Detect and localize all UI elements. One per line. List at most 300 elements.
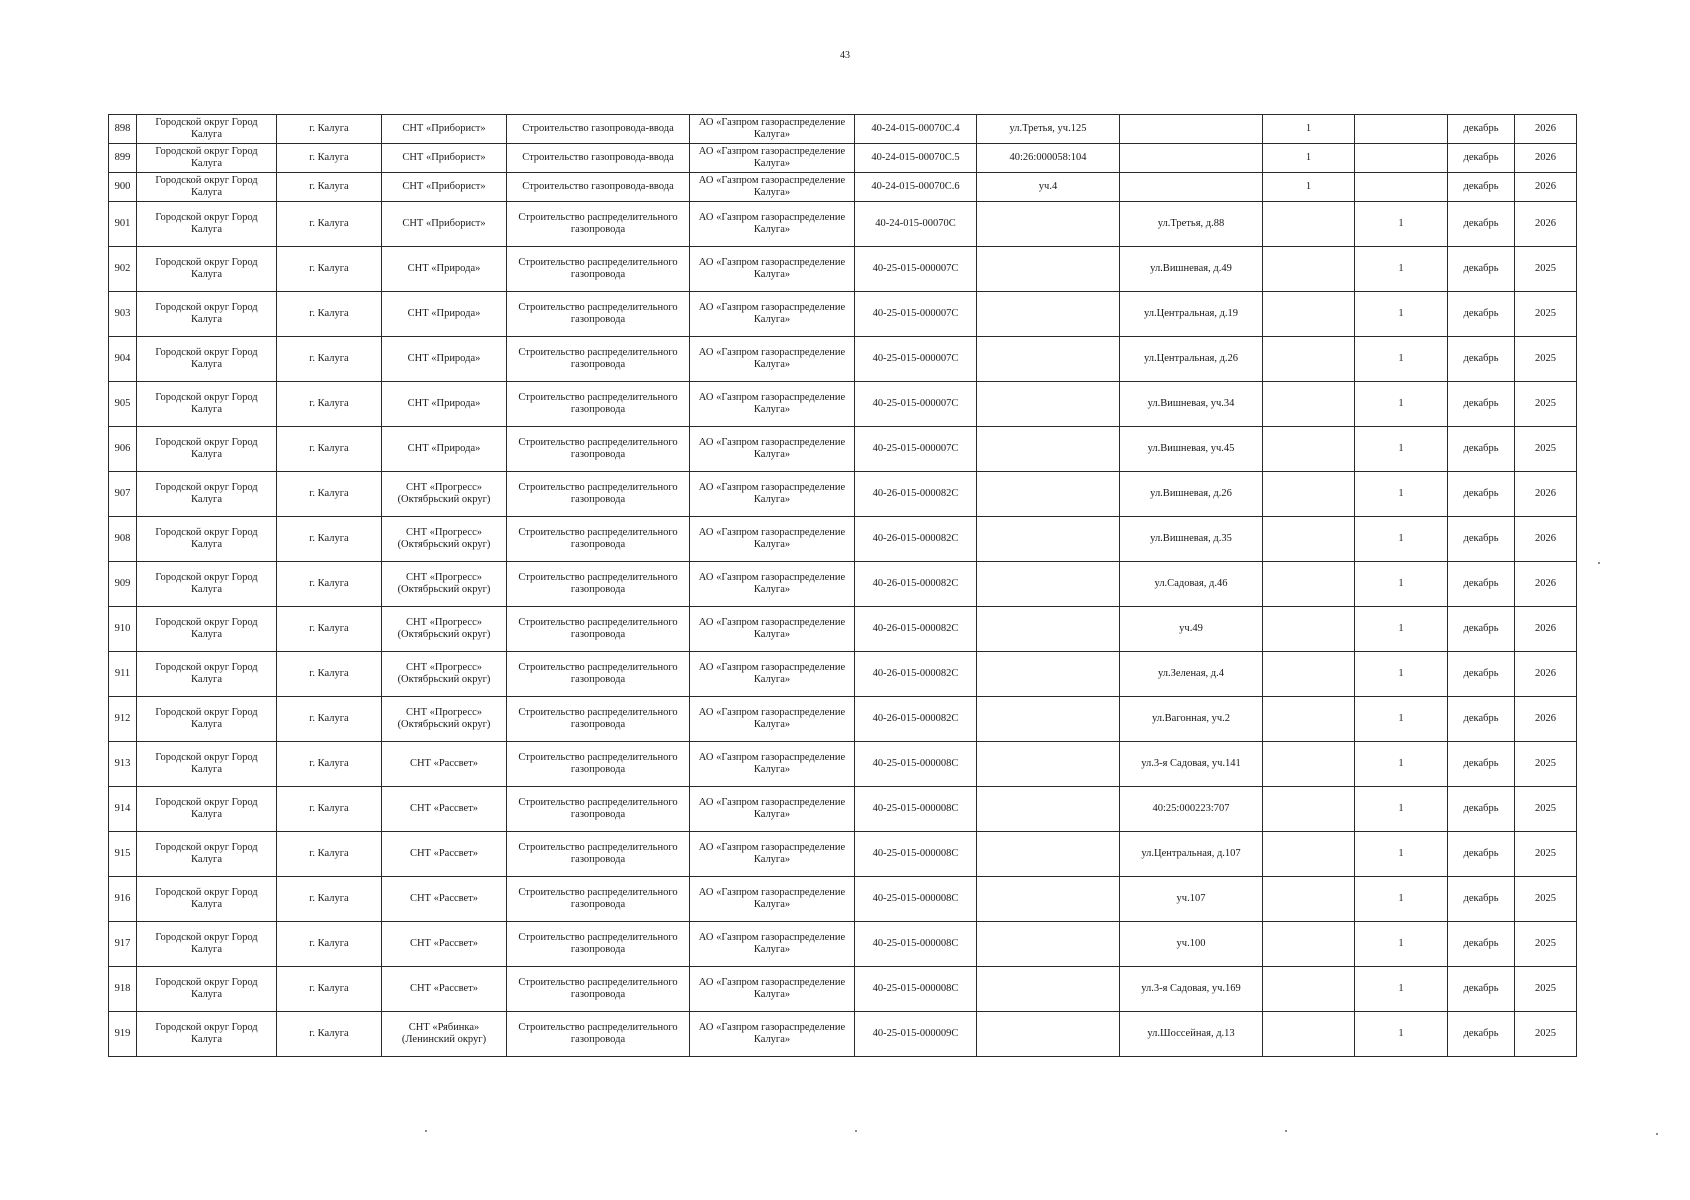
cell-month: декабрь <box>1448 652 1515 697</box>
cell-snt: СНТ «Приборист» <box>382 173 507 202</box>
cell-snt: СНТ «Рябинка» (Ленинский округ) <box>382 1012 507 1057</box>
cell-operator: АО «Газпром газораспределение Калуга» <box>690 517 855 562</box>
cell-object-code: 40-25-015-000007С <box>855 292 977 337</box>
cell-address-distribution: ул.Вишневая, уч.34 <box>1120 382 1263 427</box>
cell-address-input <box>977 382 1120 427</box>
scan-speck <box>1598 562 1600 564</box>
cell-count-input <box>1263 967 1355 1012</box>
cell-object-code: 40-25-015-000008С <box>855 922 977 967</box>
cell-work-type: Строительство газопровода-ввода <box>507 115 690 144</box>
cell-object-code: 40-26-015-000082С <box>855 472 977 517</box>
cell-district: Городской округ Город Калуга <box>137 787 277 832</box>
cell-district: Городской округ Город Калуга <box>137 427 277 472</box>
cell-district: Городской округ Город Калуга <box>137 967 277 1012</box>
cell-snt: СНТ «Рассвет» <box>382 922 507 967</box>
cell-number: 912 <box>109 697 137 742</box>
table-row <box>109 967 1577 1012</box>
cell-operator: АО «Газпром газораспределение Калуга» <box>690 202 855 247</box>
cell-work-type: Строительство распределительного газопровода <box>507 742 690 787</box>
cell-operator: АО «Газпром газораспределение Калуга» <box>690 292 855 337</box>
cell-city: г. Калуга <box>277 427 382 472</box>
cell-snt: СНТ «Рассвет» <box>382 877 507 922</box>
cell-address-input <box>977 922 1120 967</box>
cell-city: г. Калуга <box>277 292 382 337</box>
cell-count-distribution: 1 <box>1355 607 1448 652</box>
cell-month: декабрь <box>1448 144 1515 173</box>
table-row <box>109 742 1577 787</box>
cell-year: 2025 <box>1515 427 1577 472</box>
cell-snt: СНТ «Приборист» <box>382 115 507 144</box>
cell-address-input <box>977 292 1120 337</box>
table-row <box>109 697 1577 742</box>
cell-count-distribution: 1 <box>1355 472 1448 517</box>
cell-number: 913 <box>109 742 137 787</box>
cell-count-distribution: 1 <box>1355 787 1448 832</box>
cell-count-distribution: 1 <box>1355 1012 1448 1057</box>
cell-address-distribution <box>1120 144 1263 173</box>
cell-count-input <box>1263 292 1355 337</box>
cell-count-distribution: 1 <box>1355 247 1448 292</box>
cell-number: 907 <box>109 472 137 517</box>
cell-district: Городской округ Город Калуга <box>137 472 277 517</box>
cell-count-input <box>1263 337 1355 382</box>
cell-address-distribution <box>1120 115 1263 144</box>
cell-city: г. Калуга <box>277 472 382 517</box>
cell-address-input <box>977 562 1120 607</box>
cell-district: Городской округ Город Калуга <box>137 877 277 922</box>
cell-snt: СНТ «Природа» <box>382 427 507 472</box>
cell-year: 2026 <box>1515 173 1577 202</box>
cell-snt: СНТ «Природа» <box>382 382 507 427</box>
cell-work-type: Строительство распределительного газопровода <box>507 697 690 742</box>
cell-work-type: Строительство распределительного газопровода <box>507 337 690 382</box>
cell-snt: СНТ «Рассвет» <box>382 742 507 787</box>
cell-snt: СНТ «Приборист» <box>382 202 507 247</box>
cell-number: 909 <box>109 562 137 607</box>
cell-month: декабрь <box>1448 517 1515 562</box>
cell-address-input <box>977 427 1120 472</box>
cell-address-distribution: ул.Центральная, д.26 <box>1120 337 1263 382</box>
cell-count-input <box>1263 922 1355 967</box>
cell-year: 2026 <box>1515 652 1577 697</box>
cell-month: декабрь <box>1448 967 1515 1012</box>
cell-year: 2026 <box>1515 697 1577 742</box>
cell-count-input: 1 <box>1263 115 1355 144</box>
cell-number: 914 <box>109 787 137 832</box>
cell-operator: АО «Газпром газораспределение Калуга» <box>690 967 855 1012</box>
cell-count-input <box>1263 1012 1355 1057</box>
cell-work-type: Строительство распределительного газопровода <box>507 877 690 922</box>
table-row <box>109 292 1577 337</box>
cell-object-code: 40-24-015-00070С.4 <box>855 115 977 144</box>
cell-month: декабрь <box>1448 472 1515 517</box>
cell-operator: АО «Газпром газораспределение Калуга» <box>690 247 855 292</box>
cell-year: 2025 <box>1515 832 1577 877</box>
cell-snt: СНТ «Прогресс» (Октябрьский округ) <box>382 472 507 517</box>
cell-city: г. Калуга <box>277 144 382 173</box>
cell-object-code: 40-25-015-000009С <box>855 1012 977 1057</box>
cell-count-input <box>1263 247 1355 292</box>
cell-district: Городской округ Город Калуга <box>137 517 277 562</box>
cell-count-input <box>1263 517 1355 562</box>
scan-speck <box>855 1130 857 1132</box>
cell-city: г. Калуга <box>277 742 382 787</box>
cell-city: г. Калуга <box>277 173 382 202</box>
cell-work-type: Строительство распределительного газопровода <box>507 517 690 562</box>
cell-count-input <box>1263 607 1355 652</box>
cell-city: г. Калуга <box>277 877 382 922</box>
cell-number: 911 <box>109 652 137 697</box>
cell-number: 900 <box>109 173 137 202</box>
cell-year: 2025 <box>1515 922 1577 967</box>
cell-number: 915 <box>109 832 137 877</box>
cell-year: 2026 <box>1515 202 1577 247</box>
cell-number: 906 <box>109 427 137 472</box>
table-row <box>109 562 1577 607</box>
cell-address-input <box>977 787 1120 832</box>
cell-count-input <box>1263 382 1355 427</box>
cell-number: 917 <box>109 922 137 967</box>
cell-object-code: 40-25-015-000008С <box>855 877 977 922</box>
cell-object-code: 40-25-015-000008С <box>855 742 977 787</box>
cell-count-input <box>1263 877 1355 922</box>
table-row <box>109 517 1577 562</box>
cell-address-input <box>977 517 1120 562</box>
cell-count-distribution: 1 <box>1355 517 1448 562</box>
cell-operator: АО «Газпром газораспределение Калуга» <box>690 382 855 427</box>
cell-year: 2026 <box>1515 607 1577 652</box>
cell-month: декабрь <box>1448 382 1515 427</box>
table-row <box>109 427 1577 472</box>
table-row <box>109 247 1577 292</box>
cell-number: 902 <box>109 247 137 292</box>
cell-city: г. Калуга <box>277 337 382 382</box>
cell-address-distribution: уч.49 <box>1120 607 1263 652</box>
cell-work-type: Строительство распределительного газопровода <box>507 562 690 607</box>
cell-address-input <box>977 832 1120 877</box>
page-number: 43 <box>840 50 850 61</box>
cell-address-distribution: уч.107 <box>1120 877 1263 922</box>
cell-city: г. Калуга <box>277 247 382 292</box>
table-row <box>109 472 1577 517</box>
table-row <box>109 1012 1577 1057</box>
cell-year: 2025 <box>1515 877 1577 922</box>
cell-count-input <box>1263 742 1355 787</box>
table-row <box>109 382 1577 427</box>
cell-count-distribution: 1 <box>1355 967 1448 1012</box>
cell-address-distribution: ул.Третья, д.88 <box>1120 202 1263 247</box>
cell-year: 2025 <box>1515 337 1577 382</box>
cell-count-input: 1 <box>1263 144 1355 173</box>
cell-count-distribution: 1 <box>1355 427 1448 472</box>
table-row <box>109 115 1577 144</box>
cell-district: Городской округ Город Калуга <box>137 652 277 697</box>
cell-operator: АО «Газпром газораспределение Калуга» <box>690 877 855 922</box>
cell-count-distribution <box>1355 144 1448 173</box>
cell-object-code: 40-25-015-000008С <box>855 832 977 877</box>
cell-operator: АО «Газпром газораспределение Калуга» <box>690 607 855 652</box>
cell-month: декабрь <box>1448 115 1515 144</box>
cell-object-code: 40-24-015-00070С.5 <box>855 144 977 173</box>
cell-operator: АО «Газпром газораспределение Калуга» <box>690 173 855 202</box>
table-row <box>109 832 1577 877</box>
cell-object-code: 40-26-015-000082С <box>855 562 977 607</box>
cell-number: 901 <box>109 202 137 247</box>
cell-address-input <box>977 967 1120 1012</box>
cell-year: 2026 <box>1515 144 1577 173</box>
cell-city: г. Калуга <box>277 1012 382 1057</box>
cell-count-input <box>1263 202 1355 247</box>
cell-count-input <box>1263 472 1355 517</box>
scan-speck <box>1656 1133 1658 1135</box>
cell-work-type: Строительство распределительного газопровода <box>507 202 690 247</box>
cell-month: декабрь <box>1448 607 1515 652</box>
cell-city: г. Калуга <box>277 562 382 607</box>
cell-district: Городской округ Город Калуга <box>137 1012 277 1057</box>
cell-operator: АО «Газпром газораспределение Калуга» <box>690 652 855 697</box>
cell-address-input <box>977 337 1120 382</box>
cell-month: декабрь <box>1448 247 1515 292</box>
cell-operator: АО «Газпром газораспределение Калуга» <box>690 787 855 832</box>
cell-address-distribution: ул.Садовая, д.46 <box>1120 562 1263 607</box>
cell-count-distribution: 1 <box>1355 382 1448 427</box>
cell-snt: СНТ «Природа» <box>382 292 507 337</box>
cell-object-code: 40-25-015-000008С <box>855 967 977 1012</box>
cell-count-distribution: 1 <box>1355 697 1448 742</box>
cell-month: декабрь <box>1448 787 1515 832</box>
cell-address-distribution: ул.Вагонная, уч.2 <box>1120 697 1263 742</box>
cell-count-distribution: 1 <box>1355 922 1448 967</box>
cell-address-input: 40:26:000058:104 <box>977 144 1120 173</box>
table-row <box>109 202 1577 247</box>
cell-count-input <box>1263 697 1355 742</box>
cell-year: 2025 <box>1515 787 1577 832</box>
cell-address-input <box>977 652 1120 697</box>
cell-count-distribution: 1 <box>1355 652 1448 697</box>
cell-year: 2026 <box>1515 517 1577 562</box>
cell-month: декабрь <box>1448 832 1515 877</box>
cell-address-input <box>977 877 1120 922</box>
cell-year: 2025 <box>1515 742 1577 787</box>
cell-operator: АО «Газпром газораспределение Калуга» <box>690 922 855 967</box>
cell-month: декабрь <box>1448 922 1515 967</box>
cell-year: 2025 <box>1515 1012 1577 1057</box>
cell-district: Городской округ Город Калуга <box>137 607 277 652</box>
cell-count-distribution: 1 <box>1355 292 1448 337</box>
cell-district: Городской округ Город Калуга <box>137 742 277 787</box>
cell-snt: СНТ «Прогресс» (Октябрьский округ) <box>382 697 507 742</box>
cell-district: Городской округ Город Калуга <box>137 562 277 607</box>
cell-address-distribution: 40:25:000223:707 <box>1120 787 1263 832</box>
cell-district: Городской округ Город Калуга <box>137 337 277 382</box>
cell-snt: СНТ «Приборист» <box>382 144 507 173</box>
cell-work-type: Строительство распределительного газопровода <box>507 1012 690 1057</box>
cell-object-code: 40-26-015-000082С <box>855 652 977 697</box>
cell-operator: АО «Газпром газораспределение Калуга» <box>690 144 855 173</box>
cell-snt: СНТ «Рассвет» <box>382 967 507 1012</box>
cell-address-distribution: ул.3-я Садовая, уч.141 <box>1120 742 1263 787</box>
cell-address-distribution: ул.Центральная, д.107 <box>1120 832 1263 877</box>
cell-district: Городской округ Город Калуга <box>137 697 277 742</box>
cell-work-type: Строительство распределительного газопровода <box>507 652 690 697</box>
cell-address-distribution: уч.100 <box>1120 922 1263 967</box>
cell-snt: СНТ «Рассвет» <box>382 832 507 877</box>
cell-district: Городской округ Город Калуга <box>137 115 277 144</box>
table-row <box>109 337 1577 382</box>
table-row <box>109 607 1577 652</box>
cell-month: декабрь <box>1448 292 1515 337</box>
cell-count-distribution <box>1355 115 1448 144</box>
cell-year: 2026 <box>1515 472 1577 517</box>
cell-address-distribution: ул.Вишневая, уч.45 <box>1120 427 1263 472</box>
scan-speck <box>425 1130 427 1132</box>
cell-snt: СНТ «Прогресс» (Октябрьский округ) <box>382 562 507 607</box>
cell-count-input <box>1263 562 1355 607</box>
cell-number: 908 <box>109 517 137 562</box>
cell-object-code: 40-25-015-000007С <box>855 382 977 427</box>
cell-count-input <box>1263 832 1355 877</box>
cell-object-code: 40-24-015-00070С.6 <box>855 173 977 202</box>
cell-address-distribution: ул.Зеленая, д.4 <box>1120 652 1263 697</box>
cell-district: Городской округ Город Калуга <box>137 173 277 202</box>
cell-count-distribution: 1 <box>1355 202 1448 247</box>
cell-number: 905 <box>109 382 137 427</box>
registry-table <box>108 114 1577 1057</box>
cell-district: Городской округ Город Калуга <box>137 292 277 337</box>
cell-city: г. Калуга <box>277 922 382 967</box>
cell-object-code: 40-24-015-00070С <box>855 202 977 247</box>
cell-city: г. Калуга <box>277 787 382 832</box>
table-row <box>109 652 1577 697</box>
cell-operator: АО «Газпром газораспределение Калуга» <box>690 472 855 517</box>
cell-number: 916 <box>109 877 137 922</box>
cell-district: Городской округ Город Калуга <box>137 202 277 247</box>
cell-address-input: уч.4 <box>977 173 1120 202</box>
cell-snt: СНТ «Природа» <box>382 247 507 292</box>
cell-operator: АО «Газпром газораспределение Калуга» <box>690 697 855 742</box>
cell-month: декабрь <box>1448 877 1515 922</box>
cell-work-type: Строительство распределительного газопровода <box>507 832 690 877</box>
cell-month: декабрь <box>1448 742 1515 787</box>
cell-year: 2025 <box>1515 382 1577 427</box>
cell-city: г. Калуга <box>277 832 382 877</box>
cell-work-type: Строительство распределительного газопровода <box>507 292 690 337</box>
cell-year: 2026 <box>1515 115 1577 144</box>
cell-district: Городской округ Город Калуга <box>137 382 277 427</box>
cell-object-code: 40-26-015-000082С <box>855 607 977 652</box>
cell-city: г. Калуга <box>277 697 382 742</box>
cell-count-input <box>1263 427 1355 472</box>
cell-city: г. Калуга <box>277 202 382 247</box>
cell-month: декабрь <box>1448 173 1515 202</box>
cell-address-distribution: ул.Вишневая, д.26 <box>1120 472 1263 517</box>
cell-address-input: ул.Третья, уч.125 <box>977 115 1120 144</box>
cell-number: 910 <box>109 607 137 652</box>
cell-address-distribution <box>1120 173 1263 202</box>
cell-month: декабрь <box>1448 427 1515 472</box>
cell-number: 903 <box>109 292 137 337</box>
cell-address-distribution: ул.3-я Садовая, уч.169 <box>1120 967 1263 1012</box>
cell-month: декабрь <box>1448 697 1515 742</box>
cell-number: 918 <box>109 967 137 1012</box>
cell-work-type: Строительство распределительного газопровода <box>507 967 690 1012</box>
cell-address-distribution: ул.Вишневая, д.49 <box>1120 247 1263 292</box>
cell-operator: АО «Газпром газораспределение Калуга» <box>690 337 855 382</box>
cell-count-distribution: 1 <box>1355 877 1448 922</box>
cell-count-distribution: 1 <box>1355 832 1448 877</box>
scan-speck <box>1285 1130 1287 1132</box>
cell-address-input <box>977 697 1120 742</box>
cell-number: 899 <box>109 144 137 173</box>
cell-count-distribution: 1 <box>1355 562 1448 607</box>
cell-work-type: Строительство распределительного газопровода <box>507 382 690 427</box>
table-row <box>109 787 1577 832</box>
cell-work-type: Строительство газопровода-ввода <box>507 173 690 202</box>
cell-operator: АО «Газпром газораспределение Калуга» <box>690 1012 855 1057</box>
cell-month: декабрь <box>1448 1012 1515 1057</box>
cell-month: декабрь <box>1448 202 1515 247</box>
table-row <box>109 144 1577 173</box>
cell-snt: СНТ «Прогресс» (Октябрьский округ) <box>382 517 507 562</box>
cell-count-input <box>1263 787 1355 832</box>
table-body <box>109 115 1577 1057</box>
cell-address-input <box>977 607 1120 652</box>
cell-number: 919 <box>109 1012 137 1057</box>
cell-object-code: 40-25-015-000007С <box>855 337 977 382</box>
cell-year: 2025 <box>1515 247 1577 292</box>
cell-operator: АО «Газпром газораспределение Калуга» <box>690 115 855 144</box>
cell-city: г. Калуга <box>277 517 382 562</box>
cell-address-distribution: ул.Вишневая, д.35 <box>1120 517 1263 562</box>
cell-number: 898 <box>109 115 137 144</box>
cell-year: 2025 <box>1515 967 1577 1012</box>
cell-work-type: Строительство распределительного газопровода <box>507 607 690 652</box>
cell-city: г. Калуга <box>277 115 382 144</box>
cell-city: г. Калуга <box>277 652 382 697</box>
cell-snt: СНТ «Прогресс» (Октябрьский округ) <box>382 652 507 697</box>
cell-address-input <box>977 1012 1120 1057</box>
cell-work-type: Строительство распределительного газопровода <box>507 787 690 832</box>
table-row <box>109 877 1577 922</box>
cell-count-distribution: 1 <box>1355 337 1448 382</box>
cell-city: г. Калуга <box>277 607 382 652</box>
cell-object-code: 40-25-015-000007С <box>855 247 977 292</box>
cell-year: 2025 <box>1515 292 1577 337</box>
cell-address-input <box>977 472 1120 517</box>
cell-month: декабрь <box>1448 337 1515 382</box>
cell-address-input <box>977 202 1120 247</box>
cell-object-code: 40-25-015-000008С <box>855 787 977 832</box>
cell-work-type: Строительство распределительного газопровода <box>507 472 690 517</box>
cell-snt: СНТ «Прогресс» (Октябрьский округ) <box>382 607 507 652</box>
cell-object-code: 40-25-015-000007С <box>855 427 977 472</box>
cell-work-type: Строительство распределительного газопровода <box>507 247 690 292</box>
cell-operator: АО «Газпром газораспределение Калуга» <box>690 562 855 607</box>
cell-year: 2026 <box>1515 562 1577 607</box>
cell-address-input <box>977 742 1120 787</box>
cell-snt: СНТ «Природа» <box>382 337 507 382</box>
cell-object-code: 40-26-015-000082С <box>855 517 977 562</box>
cell-district: Городской округ Город Калуга <box>137 247 277 292</box>
cell-count-input <box>1263 652 1355 697</box>
cell-operator: АО «Газпром газораспределение Калуга» <box>690 427 855 472</box>
cell-work-type: Строительство распределительного газопровода <box>507 427 690 472</box>
cell-district: Городской округ Город Калуга <box>137 832 277 877</box>
cell-address-distribution: ул.Центральная, д.19 <box>1120 292 1263 337</box>
table-row <box>109 173 1577 202</box>
cell-count-distribution: 1 <box>1355 742 1448 787</box>
cell-city: г. Калуга <box>277 967 382 1012</box>
